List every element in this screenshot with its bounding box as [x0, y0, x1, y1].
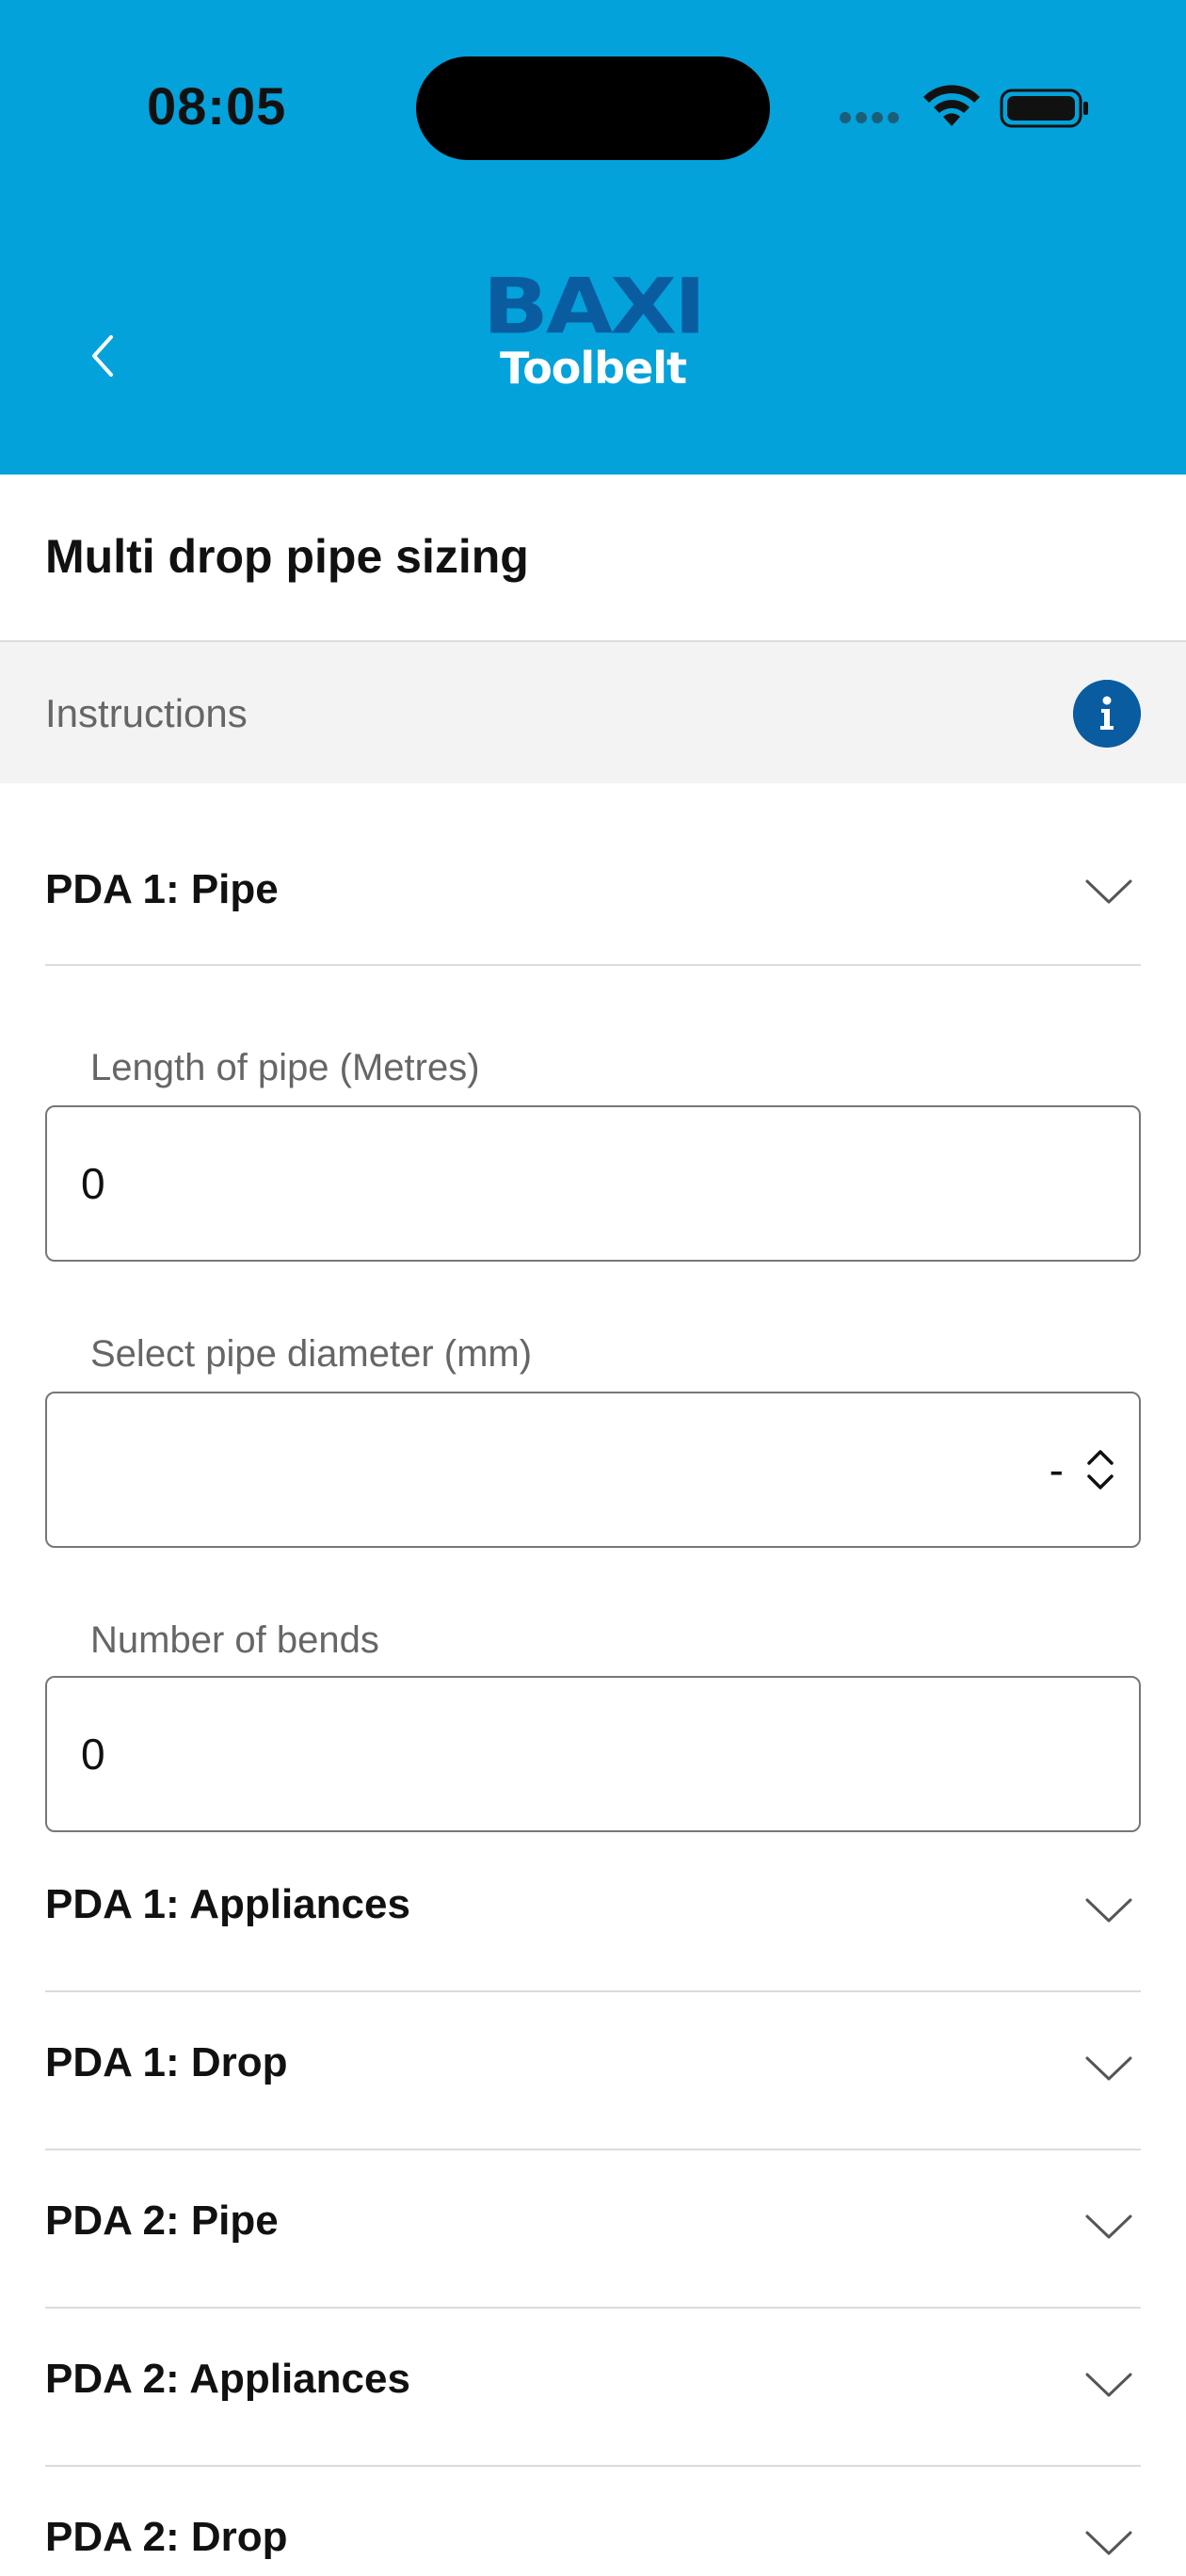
page-title: Multi drop pipe sizing	[45, 530, 529, 583]
length-input[interactable]	[45, 1105, 1141, 1262]
logo-brand: BAXI	[482, 262, 704, 351]
chevron-down-icon	[1084, 2213, 1133, 2241]
dynamic-island	[416, 56, 770, 160]
chevron-down-icon	[1084, 2529, 1133, 2557]
section-title: PDA 1: Appliances	[45, 1881, 410, 1927]
section-title: PDA 2: Appliances	[45, 2356, 410, 2402]
section-title: PDA 2: Pipe	[45, 2198, 279, 2244]
section-title: PDA 1: Drop	[45, 2039, 288, 2085]
section-pda1-appliances[interactable]	[45, 1834, 1141, 1992]
chevron-down-icon	[1084, 1896, 1133, 1924]
diameter-label: Select pipe diameter (mm)	[90, 1333, 533, 1375]
bends-input[interactable]	[45, 1676, 1141, 1832]
diameter-select-value: -	[1049, 1445, 1064, 1494]
wifi-icon	[921, 83, 983, 130]
logo-product: Toolbelt	[499, 343, 687, 394]
section-pda1-drop[interactable]	[45, 1992, 1141, 2150]
chevron-down-icon	[1084, 2371, 1133, 2399]
diameter-select[interactable]	[45, 1392, 1141, 1548]
section-pda2-appliances[interactable]	[45, 2309, 1141, 2467]
length-label: Length of pipe (Metres)	[90, 1047, 480, 1088]
section-title: PDA 1: Pipe	[45, 866, 279, 912]
baxi-toolbelt-logo	[480, 264, 706, 395]
battery-icon	[1000, 89, 1090, 128]
chevron-down-icon	[1084, 877, 1133, 906]
section-pda2-drop[interactable]	[45, 2467, 1141, 2576]
status-time: 08:05	[147, 76, 287, 136]
app-header	[0, 0, 1186, 475]
bends-label: Number of bends	[90, 1619, 379, 1661]
select-arrows-icon	[1084, 1446, 1116, 1493]
section-pda2-pipe[interactable]	[45, 2150, 1141, 2309]
chevron-down-icon	[1084, 2054, 1133, 2083]
chevron-left-icon[interactable]	[79, 326, 132, 386]
instructions-bar[interactable]	[0, 642, 1186, 783]
info-icon[interactable]	[1073, 680, 1141, 748]
instructions-label: Instructions	[45, 691, 248, 735]
signal-icon	[840, 111, 906, 124]
section-pda1-pipe[interactable]	[45, 806, 1141, 966]
section-title: PDA 2: Drop	[45, 2514, 288, 2560]
